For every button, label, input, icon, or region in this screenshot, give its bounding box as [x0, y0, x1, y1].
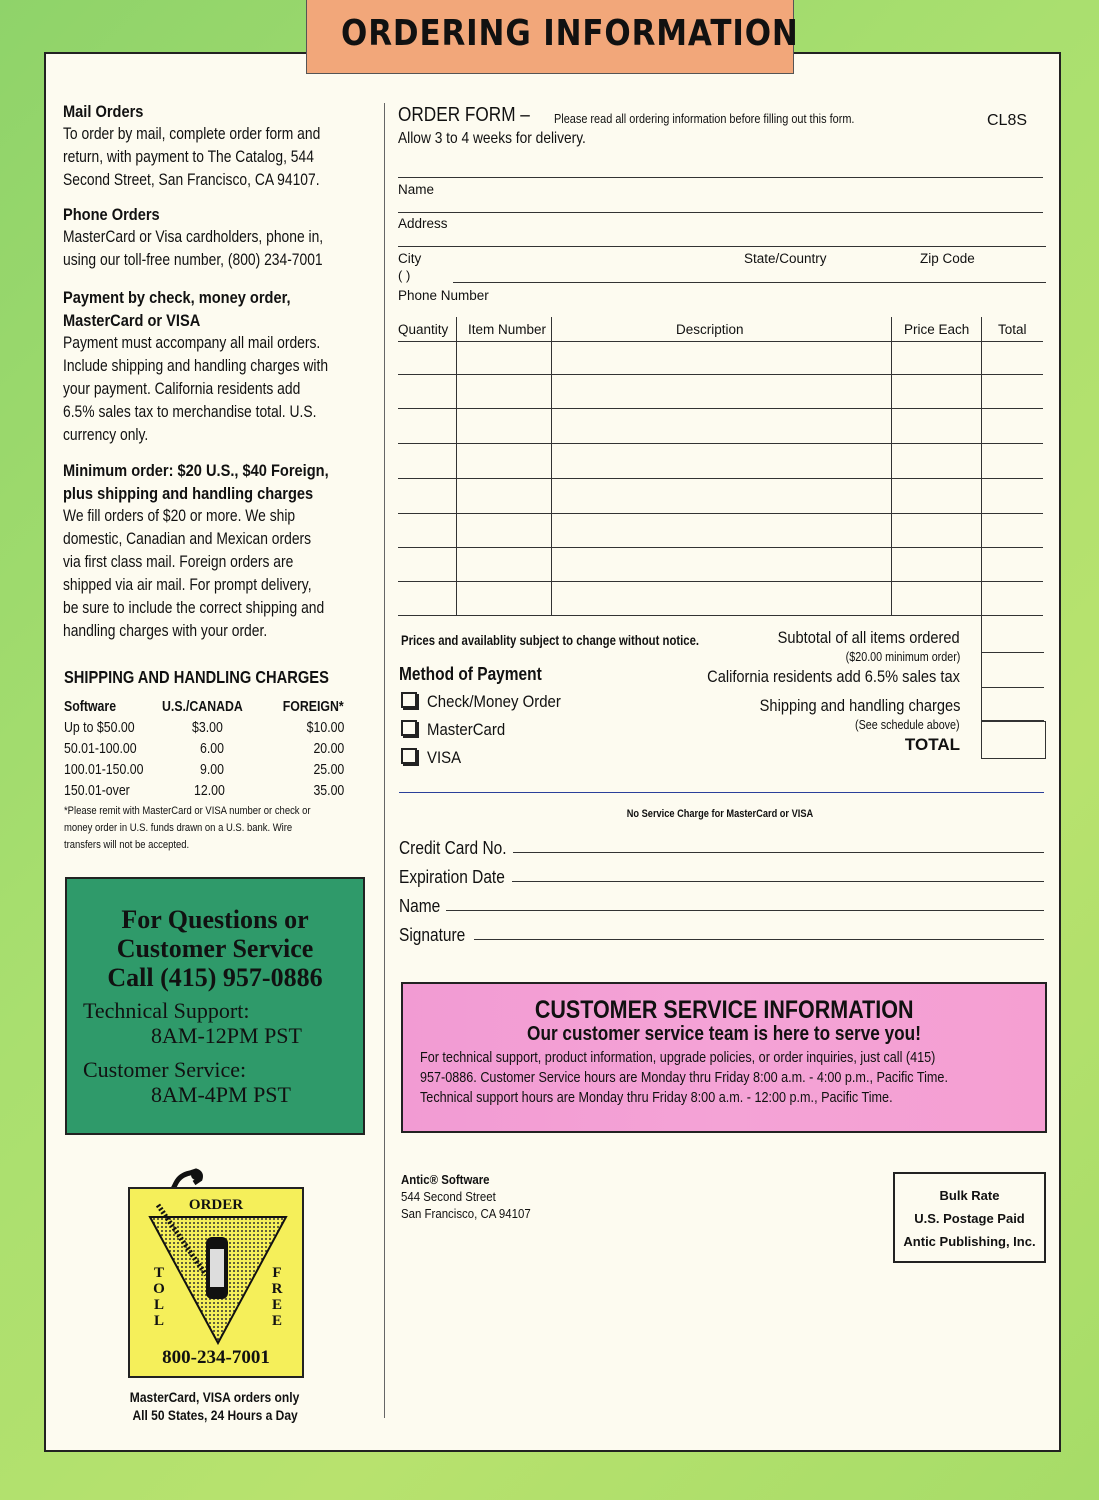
checkbox-icon[interactable] — [401, 748, 417, 764]
card-number-label-wrap — [399, 838, 524, 859]
total-field[interactable] — [981, 721, 1046, 759]
subtotal-note-wrap — [760, 648, 960, 666]
shipping-section — [64, 667, 364, 854]
table-row[interactable] — [398, 513, 1043, 514]
column-item-number: Item Number — [468, 322, 547, 337]
payment-option-label: MasterCard — [427, 720, 506, 739]
table-row[interactable] — [398, 408, 1043, 409]
shipping-row — [64, 780, 344, 801]
phone-orders-section — [63, 205, 373, 272]
mail-orders-line: To order by mail, complete order form and — [63, 125, 321, 143]
shipping-cell: 150.01-over — [64, 782, 130, 799]
shipping-row — [64, 759, 344, 780]
customer-service-box — [401, 982, 1047, 1133]
payment-line: your payment. California residents add — [63, 380, 301, 398]
signature-label: Signature — [399, 925, 466, 945]
phone-label: Phone Number — [398, 288, 489, 303]
phone-line[interactable] — [453, 282, 1046, 283]
toll-free-caption-line: MasterCard, VISA orders only — [130, 1389, 300, 1405]
company-name: Antic® Software — [401, 1172, 490, 1187]
phone-orders-line: MasterCard or Visa cardholders, phone in, — [63, 228, 324, 246]
minimum-order-line: be sure to include the correct shipping and — [63, 599, 325, 617]
name-label: Name — [398, 182, 435, 197]
payment-title: MasterCard or VISA — [63, 311, 201, 330]
toll-free-triangle-graphic — [148, 1197, 288, 1345]
questions-line: For Questions or — [121, 905, 309, 934]
subtotal-note: ($20.00 minimum order) — [845, 650, 960, 664]
payment-title: Payment by check, money order, — [63, 288, 291, 307]
shipping-cell: 12.00 — [194, 782, 226, 799]
column-total: Total — [998, 322, 1027, 337]
payment-divider — [399, 792, 1044, 793]
tech-support-hours: 8AM-12PM PST — [151, 1023, 302, 1048]
shipping-cell: 6.00 — [200, 740, 225, 757]
shipping-header: U.S./CANADA — [162, 698, 244, 715]
shipping-table — [64, 696, 344, 801]
questions-box — [65, 877, 365, 1135]
table-row[interactable] — [398, 547, 1043, 548]
shipping-charges-wrap — [660, 696, 960, 716]
card-number-label: Credit Card No. — [399, 838, 507, 858]
subtotal-wrap — [690, 628, 960, 648]
subtotal-field[interactable] — [981, 652, 1044, 653]
toll-letter: L — [153, 1297, 164, 1313]
table-col-divider — [456, 317, 457, 616]
no-service-charge: No Service Charge for MasterCard or VISA — [626, 808, 814, 820]
mail-orders-title: Mail Orders — [63, 102, 144, 121]
table-col-divider — [891, 317, 892, 616]
signature-label-wrap — [399, 925, 476, 946]
tax-label: California residents add 6.5% sales tax — [707, 667, 960, 686]
questions-line: Customer Service — [116, 934, 314, 963]
table-row[interactable] — [398, 374, 1043, 375]
toll-free-caption-line: All 50 States, 24 Hours a Day — [132, 1407, 298, 1423]
shipping-cell: 20.00 — [313, 740, 344, 757]
shipping-title: SHIPPING AND HANDLING CHARGES — [64, 667, 329, 687]
minimum-order-line: domestic, Canadian and Mexican orders — [63, 530, 312, 548]
customer-service-label: Customer Service: — [83, 1057, 247, 1082]
payment-option-label: Check/Money Order — [427, 692, 561, 711]
address-label: Address — [398, 216, 448, 231]
table-row[interactable] — [398, 581, 1043, 582]
shipping-cell: 9.00 — [200, 761, 225, 778]
order-form-instruction-wrap — [554, 110, 912, 128]
table-row[interactable] — [398, 443, 1043, 444]
phone-orders-line: using our toll-free number, (800) 234-7001 — [63, 251, 323, 269]
postage-line: Antic Publishing, Inc. — [903, 1234, 1036, 1249]
mail-orders-line: Second Street, San Francisco, CA 94107. — [63, 171, 320, 189]
shipping-cell: 35.00 — [313, 782, 344, 799]
toll-letter: T — [153, 1265, 164, 1281]
payment-option-visa[interactable] — [401, 748, 466, 768]
cardholder-label: Name — [399, 896, 441, 916]
shipping-note — [64, 803, 364, 854]
payment-line: Payment must accompany all mail orders. — [63, 334, 321, 352]
minimum-order-title: plus shipping and handling charges — [63, 484, 314, 503]
cardholder-field[interactable] — [446, 910, 1044, 911]
mail-orders-line: return, with payment to The Catalog, 544 — [63, 148, 314, 166]
method-title-wrap — [399, 664, 565, 685]
payment-line: 6.5% sales tax to merchandise total. U.S. — [63, 403, 317, 421]
minimum-order-line: handling charges with your order. — [63, 622, 268, 640]
method-title: Method of Payment — [399, 664, 542, 684]
toll-free-order-label: ORDER — [188, 1197, 244, 1213]
table-col-divider — [551, 317, 552, 616]
toll-label — [152, 1265, 166, 1329]
zip-label: Zip Code — [920, 251, 975, 266]
expiration-label: Expiration Date — [399, 867, 505, 887]
free-letter: F — [272, 1265, 282, 1281]
customer-service-title: CUSTOMER SERVICE INFORMATION — [534, 996, 914, 1024]
tech-support-label: Technical Support: — [83, 998, 250, 1023]
minimum-order-line: We fill orders of $20 or more. We ship — [63, 507, 296, 525]
city-line[interactable] — [398, 246, 1046, 247]
return-address — [401, 1171, 548, 1222]
shipping-note-line: *Please remit with MasterCard or VISA number or check or — [64, 805, 311, 817]
shipping-header-row — [64, 696, 344, 717]
city-address: San Francisco, CA 94107 — [401, 1206, 531, 1221]
minimum-order-line: shipped via air mail. For prompt delivery, — [63, 576, 312, 594]
order-form-instruction: Please read all ordering information before filling out this form. — [554, 111, 855, 126]
shipping-charges-note: (See schedule above) — [855, 718, 960, 732]
subtotal-label: Subtotal of all items ordered — [777, 628, 960, 647]
shipping-cell: 100.01-150.00 — [64, 761, 144, 778]
customer-service-hours: 8AM-4PM PST — [151, 1082, 291, 1107]
payment-line: currency only. — [63, 426, 149, 444]
customer-service-line: For technical support, product information, upgrade policies, or order inquiries, just call (415) — [420, 1050, 936, 1066]
checkbox-icon[interactable] — [401, 720, 417, 736]
mail-orders-section — [63, 102, 373, 192]
toll-free-caption — [100, 1388, 330, 1424]
table-col-divider — [981, 317, 982, 616]
table-row[interactable] — [398, 478, 1043, 479]
shipping-note-wrap — [760, 716, 960, 734]
payment-section — [63, 286, 373, 447]
payment-option-check[interactable] — [401, 692, 579, 712]
signature-field[interactable] — [474, 939, 1044, 940]
postage-line: U.S. Postage Paid — [914, 1211, 1025, 1226]
delivery-note-wrap — [398, 130, 616, 148]
free-letter: R — [271, 1281, 283, 1297]
price-notice: Prices and availablity subject to change without notice. — [401, 633, 700, 648]
page-title: ORDERING INFORMATION — [341, 13, 799, 54]
postage-line: Bulk Rate — [939, 1188, 1000, 1203]
payment-line: Include shipping and handling charges with — [63, 357, 329, 375]
postage-box — [893, 1172, 1046, 1263]
column-divider — [384, 103, 385, 1418]
expiration-field[interactable] — [512, 881, 1044, 882]
questions-phone: Call (415) 957-0886 — [107, 963, 323, 992]
free-letter: E — [271, 1297, 282, 1313]
toll-free-number: 800-234-7001 — [162, 1347, 270, 1368]
no-charge-wrap — [580, 804, 860, 822]
order-form-header — [398, 104, 551, 127]
toll-free-box — [128, 1187, 304, 1378]
shipping-header: Software — [64, 698, 117, 715]
customer-service-line: Technical support hours are Monday thru Friday 8:00 a.m. - 12:00 p.m., Pacific Time. — [420, 1090, 893, 1106]
free-letter: E — [271, 1313, 282, 1329]
tax-wrap — [640, 667, 960, 687]
street-address: 544 Second Street — [401, 1189, 496, 1204]
shipping-cell: 50.01-100.00 — [64, 740, 137, 757]
phone-paren: ( ) — [398, 268, 411, 283]
customer-service-line: 957-0886. Customer Service hours are Monday thru Friday 8:00 a.m. - 4:00 p.m., Pacific Time. — [420, 1070, 948, 1086]
table-row[interactable] — [398, 615, 1043, 616]
shipping-charges-label: Shipping and handling charges — [759, 696, 960, 715]
minimum-order-line: via first class mail. Foreign orders are — [63, 553, 294, 571]
expiration-label-wrap — [399, 867, 522, 888]
payment-option-label: VISA — [427, 748, 462, 767]
card-number-field[interactable] — [513, 852, 1044, 853]
order-form-title: ORDER FORM – — [398, 104, 530, 126]
phone-orders-title: Phone Orders — [63, 205, 160, 224]
column-price-each: Price Each — [904, 322, 970, 337]
shipping-note-line: money order in U.S. funds drawn on a U.S. bank. Wire — [64, 822, 293, 834]
toll-letter: L — [153, 1313, 164, 1329]
cardholder-label-wrap — [399, 896, 447, 917]
address-line[interactable] — [398, 212, 1043, 213]
state-label: State/Country — [744, 251, 827, 266]
shipping-cell: 25.00 — [313, 761, 344, 778]
minimum-order-section — [63, 459, 373, 643]
total-label: TOTAL — [904, 735, 960, 754]
shipping-cell: $3.00 — [192, 719, 224, 736]
shipping-row — [64, 717, 344, 738]
shipping-cell: $10.00 — [306, 719, 344, 736]
tax-field[interactable] — [981, 687, 1044, 688]
table-row-line — [398, 341, 1043, 342]
column-quantity: Quantity — [398, 322, 449, 337]
checkbox-icon[interactable] — [401, 692, 417, 708]
delivery-note: Allow 3 to 4 weeks for delivery. — [398, 130, 586, 147]
free-label — [270, 1265, 284, 1329]
catalog-code: CL8S — [987, 112, 1028, 129]
minimum-order-title: Minimum order: $20 U.S., $40 Foreign, — [63, 461, 329, 480]
customer-service-subtitle: Our customer service team is here to serve you! — [527, 1023, 921, 1045]
name-line[interactable] — [398, 177, 1043, 178]
shipping-note-line: transfers will not be accepted. — [64, 839, 190, 851]
toll-letter: O — [153, 1281, 165, 1297]
shipping-row — [64, 738, 344, 759]
header-tab — [306, 0, 799, 74]
shipping-header: FOREIGN* — [283, 698, 344, 715]
column-description: Description — [676, 322, 744, 337]
shipping-cell: Up to $50.00 — [64, 719, 135, 736]
payment-option-mastercard[interactable] — [401, 720, 516, 740]
city-label: City — [398, 251, 422, 266]
